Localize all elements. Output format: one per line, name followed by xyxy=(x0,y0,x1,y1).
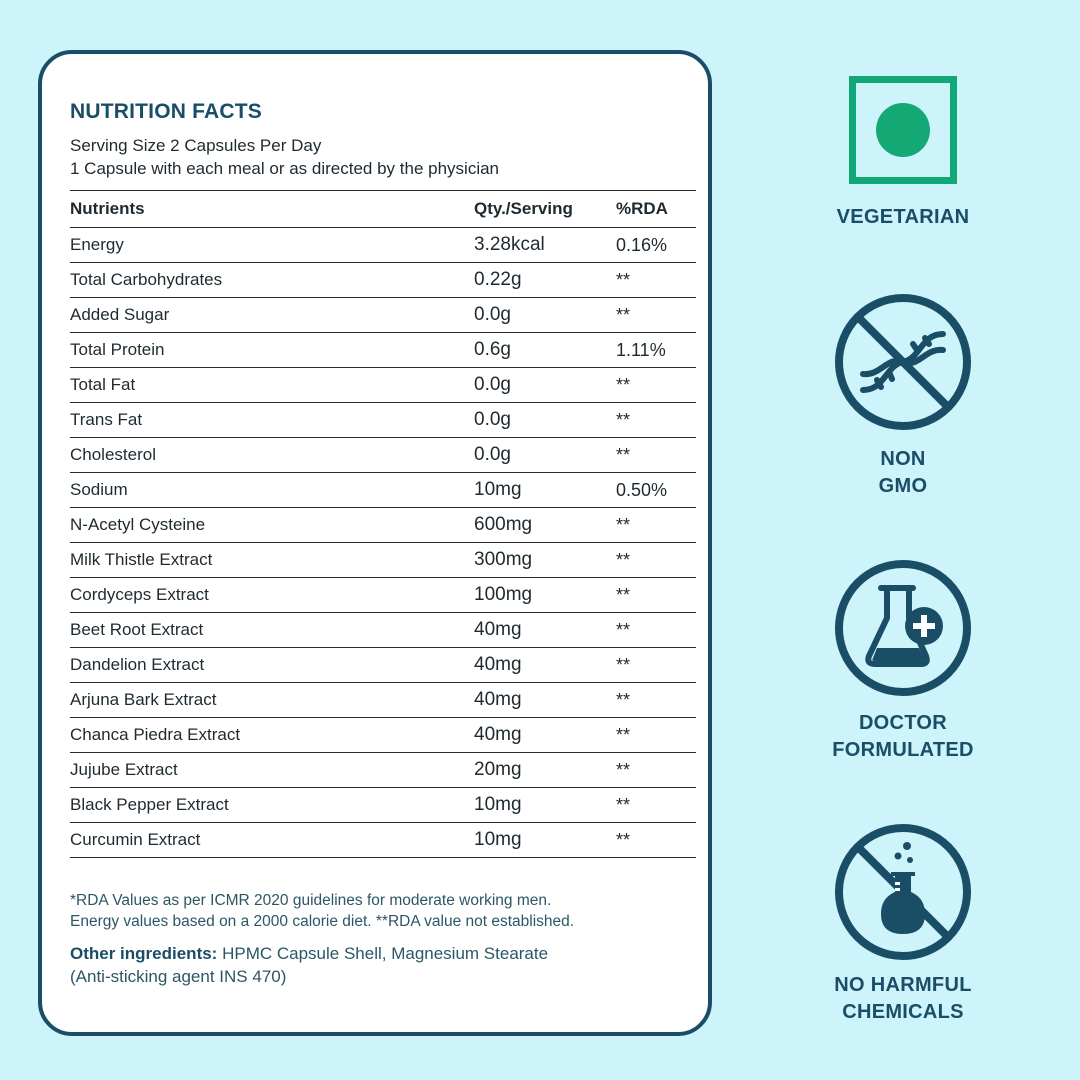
cell-nutrient: Trans Fat xyxy=(70,403,474,438)
cell-nutrient: Black Pepper Extract xyxy=(70,788,474,823)
cell-rda: ** xyxy=(616,298,696,333)
cell-qty: 0.0g xyxy=(474,438,616,473)
badge-no-harmful-chemicals xyxy=(803,822,1003,1026)
serving-directions: 1 Capsule with each meal or as directed by the physician xyxy=(70,159,500,178)
table-header-row xyxy=(70,191,696,228)
cell-qty: 20mg xyxy=(474,753,616,788)
other-ingredients-label: Other ingredients: xyxy=(70,944,218,963)
no-harmful-chemicals-icon xyxy=(833,822,973,962)
other-ingredients-note: (Anti-sticking agent INS 470) xyxy=(70,967,287,986)
footnote-line-1: *RDA Values as per ICMR 2020 guidelines for moderate working men. xyxy=(70,892,552,909)
cell-nutrient: Sodium xyxy=(70,473,474,508)
cell-nutrient: Jujube Extract xyxy=(70,753,474,788)
cell-rda: ** xyxy=(616,613,696,648)
table-row xyxy=(70,543,696,578)
cell-rda: ** xyxy=(616,718,696,753)
cell-rda: ** xyxy=(616,263,696,298)
table-row xyxy=(70,788,696,823)
table-row xyxy=(70,718,696,753)
cell-nutrient: Total Fat xyxy=(70,368,474,403)
cell-nutrient: Added Sugar xyxy=(70,298,474,333)
cell-qty: 40mg xyxy=(474,718,616,753)
cell-nutrient: Milk Thistle Extract xyxy=(70,543,474,578)
cell-nutrient: Chanca Piedra Extract xyxy=(70,718,474,753)
table-row xyxy=(70,263,696,298)
cell-nutrient: Cholesterol xyxy=(70,438,474,473)
header-qty: Qty./Serving xyxy=(474,191,616,228)
other-ingredients-text: HPMC Capsule Shell, Magnesium Stearate xyxy=(217,944,549,963)
cell-qty: 100mg xyxy=(474,578,616,613)
cell-rda: ** xyxy=(616,368,696,403)
cell-qty: 10mg xyxy=(474,788,616,823)
table-row xyxy=(70,683,696,718)
cell-nutrient: Curcumin Extract xyxy=(70,823,474,858)
footnote-line-2: Energy values based on a 2000 calorie diet. **RDA value not established. xyxy=(70,913,575,930)
badge-vegetarian xyxy=(803,76,1003,231)
cell-rda: ** xyxy=(616,788,696,823)
cell-qty: 10mg xyxy=(474,473,616,508)
doctor-formulated-icon xyxy=(833,558,973,698)
header-nutrients: Nutrients xyxy=(70,191,474,228)
header-rda: %RDA xyxy=(616,191,696,228)
vegetarian-icon xyxy=(849,76,957,184)
badge-vegetarian-label: VEGETARIAN xyxy=(836,206,970,228)
cell-nutrient: N-Acetyl Cysteine xyxy=(70,508,474,543)
table-row xyxy=(70,508,696,543)
cell-qty: 0.0g xyxy=(474,403,616,438)
cell-rda: ** xyxy=(616,508,696,543)
table-row xyxy=(70,823,696,858)
cell-rda: ** xyxy=(616,648,696,683)
cell-qty: 0.6g xyxy=(474,333,616,368)
badge-non-gmo-line-2: GMO xyxy=(878,475,928,497)
table-row xyxy=(70,333,696,368)
cell-nutrient: Total Protein xyxy=(70,333,474,368)
badge-non-gmo-line-1: NON xyxy=(880,448,926,470)
cell-qty: 40mg xyxy=(474,683,616,718)
cell-qty: 3.28kcal xyxy=(474,228,616,263)
badge-chemicals-line-2: CHEMICALS xyxy=(842,1001,964,1023)
cell-qty: 40mg xyxy=(474,648,616,683)
cell-qty: 0.0g xyxy=(474,298,616,333)
table-row xyxy=(70,648,696,683)
cell-rda: ** xyxy=(616,438,696,473)
other-ingredients xyxy=(70,942,548,988)
cell-nutrient: Dandelion Extract xyxy=(70,648,474,683)
table-row xyxy=(70,613,696,648)
table-row xyxy=(70,473,696,508)
cell-rda: 1.11% xyxy=(616,333,696,368)
cell-rda: ** xyxy=(616,823,696,858)
cell-rda: 0.16% xyxy=(616,228,696,263)
panel-title: NUTRITION FACTS xyxy=(70,100,262,123)
cell-rda: ** xyxy=(616,543,696,578)
table-row xyxy=(70,438,696,473)
non-gmo-icon xyxy=(833,292,973,432)
badge-non-gmo xyxy=(803,292,1003,500)
badge-doctor-formulated xyxy=(803,558,1003,764)
cell-qty: 40mg xyxy=(474,613,616,648)
serving-size: Serving Size 2 Capsules Per Day xyxy=(70,136,322,155)
nutrition-rows xyxy=(70,228,696,858)
cell-rda: ** xyxy=(616,578,696,613)
table-row xyxy=(70,298,696,333)
cell-qty: 600mg xyxy=(474,508,616,543)
cell-qty: 10mg xyxy=(474,823,616,858)
cell-nutrient: Total Carbohydrates xyxy=(70,263,474,298)
badge-doctor-line-1: DOCTOR xyxy=(858,712,948,734)
cell-nutrient: Energy xyxy=(70,228,474,263)
table-row xyxy=(70,228,696,263)
table-row xyxy=(70,368,696,403)
cell-qty: 300mg xyxy=(474,543,616,578)
badge-chemicals-line-1: NO HARMFUL xyxy=(834,974,972,996)
cell-qty: 0.0g xyxy=(474,368,616,403)
cell-nutrient: Arjuna Bark Extract xyxy=(70,683,474,718)
nutrition-facts-panel xyxy=(38,50,712,1036)
cell-qty: 0.22g xyxy=(474,263,616,298)
cell-nutrient: Cordyceps Extract xyxy=(70,578,474,613)
badge-doctor-line-2: FORMULATED xyxy=(832,739,974,761)
table-row xyxy=(70,578,696,613)
table-row xyxy=(70,753,696,788)
table-row xyxy=(70,403,696,438)
rda-footnote xyxy=(70,890,574,932)
nutrition-table xyxy=(70,190,696,858)
cell-rda: ** xyxy=(616,753,696,788)
cell-rda: ** xyxy=(616,403,696,438)
serving-info xyxy=(70,134,499,180)
cell-rda: ** xyxy=(616,683,696,718)
cell-rda: 0.50% xyxy=(616,473,696,508)
cell-nutrient: Beet Root Extract xyxy=(70,613,474,648)
